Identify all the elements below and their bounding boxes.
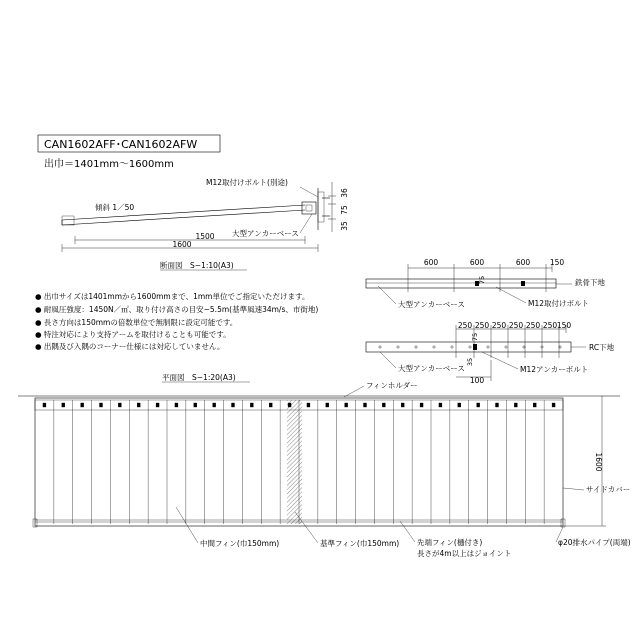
steel-dim-4: 150 bbox=[549, 258, 565, 267]
fin-holder-clip bbox=[326, 403, 329, 407]
rc-dim-6: 250 bbox=[542, 321, 558, 330]
fin-holder-clip bbox=[175, 403, 178, 407]
tip-fin-label: 先端フィン(樋付き) bbox=[417, 538, 483, 547]
notes-block bbox=[35, 291, 318, 351]
dim-1600: 1600 bbox=[172, 240, 192, 249]
dim-75: 75 bbox=[340, 205, 349, 215]
rc-bolt-mark bbox=[473, 344, 477, 350]
fin-holder-clip bbox=[420, 403, 423, 407]
base-fin-hatch bbox=[287, 400, 302, 524]
middle-fin-label: 中間フィン(巾150mm) bbox=[200, 539, 280, 548]
note-2: ● 耐風圧強度：1450N／㎡、取り付け高さの目安−5.5m(基準風速34m/s、市街地) bbox=[35, 305, 319, 314]
steel-vdim-75: 75 bbox=[478, 275, 486, 285]
fin-holder-clip bbox=[43, 403, 46, 407]
width-range: 出巾＝1401mm～1600mm bbox=[44, 159, 174, 170]
section-caption: 断面図 S−1:10(A3) bbox=[160, 261, 234, 270]
base-fin-label: 基準フィン(巾150mm) bbox=[320, 539, 400, 548]
rc-dim-4: 250 bbox=[508, 321, 524, 330]
section-view bbox=[62, 177, 349, 270]
model-title: CAN1602AFF･CAN1602AFW bbox=[44, 138, 198, 151]
joint-note: 長さが4m以上はジョイント bbox=[417, 549, 512, 558]
steel-dim-1: 600 bbox=[423, 258, 439, 267]
fin-holder-clip bbox=[194, 403, 197, 407]
rc-dim-3: 250 bbox=[491, 321, 507, 330]
fin-holder-clip bbox=[514, 403, 517, 407]
rc-hdim-100: 100 bbox=[469, 376, 485, 385]
steel-dim-3: 600 bbox=[515, 258, 531, 267]
rc-vdim-75: 75 bbox=[471, 332, 479, 342]
rc-fixing-marks bbox=[378, 345, 562, 349]
steel-detail bbox=[366, 258, 605, 309]
fin-holder-clip bbox=[288, 403, 291, 407]
dim-36: 36 bbox=[340, 188, 349, 198]
tip-end bbox=[62, 216, 74, 225]
rc-dim-5: 250 bbox=[525, 321, 541, 330]
dim-35: 35 bbox=[340, 221, 349, 231]
fin-holder-clip bbox=[81, 403, 84, 407]
rc-bolt-label: M12アンカーボルト bbox=[520, 365, 589, 374]
section-anchor-label: 大型アンカーベース bbox=[232, 229, 299, 238]
fin-holder-clip bbox=[156, 403, 159, 407]
fin-holder-label: フィンホルダー bbox=[366, 381, 418, 390]
fin-holder-clip bbox=[250, 403, 253, 407]
rc-dim-1: 250 bbox=[457, 321, 473, 330]
drain-pipe-label: φ20排水パイプ(両端) bbox=[558, 538, 631, 547]
rc-vdim-35: 35 bbox=[466, 357, 474, 367]
steel-anchor-label: 大型アンカーベース bbox=[398, 300, 465, 309]
fin-holder-clip bbox=[232, 403, 235, 407]
fin-holder-clip bbox=[382, 403, 385, 407]
slope-label: 傾斜 1／50 bbox=[95, 203, 135, 212]
fin-holder-clip bbox=[401, 403, 404, 407]
rc-dim-7: 150 bbox=[556, 321, 572, 330]
anchor-base-shape bbox=[302, 202, 316, 214]
plan-caption: 平面図 S−1:20(A3) bbox=[162, 373, 236, 382]
steel-bolt-label: M12取付けボルト bbox=[528, 299, 590, 308]
wall-bracket bbox=[318, 192, 324, 222]
fin-holder-clip bbox=[62, 403, 65, 407]
fin-holder-clip bbox=[269, 403, 272, 407]
fin-holder-clip bbox=[533, 403, 536, 407]
note-1: ● 出巾サイズは1401mmから1600mmまで、1mm単位でご指定いただけます。 bbox=[35, 292, 310, 301]
dim-1500: 1500 bbox=[195, 232, 215, 241]
rc-label: RC下地 bbox=[589, 343, 615, 352]
title-block bbox=[38, 135, 220, 170]
fin-holder-clip bbox=[118, 403, 121, 407]
fin-holder-clip bbox=[307, 403, 310, 407]
fin-holder-clip bbox=[458, 403, 461, 407]
fin-holder-clip bbox=[364, 403, 367, 407]
fin-holder-clip bbox=[345, 403, 348, 407]
plan-view bbox=[18, 372, 631, 558]
steel-plate bbox=[366, 279, 556, 288]
steel-label: 鉄骨下地 bbox=[575, 278, 605, 287]
fin-holder-clip bbox=[439, 403, 442, 407]
fin-holder-clip bbox=[100, 403, 103, 407]
rc-dim-2: 250 bbox=[474, 321, 490, 330]
note-5: ● 出隅及び入隅のコーナー仕様には対応していません。 bbox=[35, 342, 225, 351]
fin-holder-clip bbox=[496, 403, 499, 407]
steel-dim-2: 600 bbox=[469, 258, 485, 267]
section-bolt-label: M12取付けボルト(別途) bbox=[206, 178, 288, 187]
side-cover-label: サイドカバー bbox=[586, 485, 631, 494]
note-3: ● 長さ方向は150mmの倍数単位で無制限に設定可能です。 bbox=[35, 318, 238, 327]
fin-holder-clip bbox=[213, 403, 216, 407]
fin-holder-clip bbox=[477, 403, 480, 407]
rc-detail bbox=[366, 321, 615, 385]
plan-height-dim: 1600 bbox=[594, 452, 603, 472]
fin-holder-clip bbox=[552, 403, 555, 407]
rc-anchor-label: 大型アンカーベース bbox=[398, 364, 465, 373]
fin-holder-clip bbox=[137, 403, 140, 407]
fins-group bbox=[43, 400, 555, 524]
note-4: ● 特注対応により支持アームを取付けることも可能です。 bbox=[35, 330, 231, 339]
